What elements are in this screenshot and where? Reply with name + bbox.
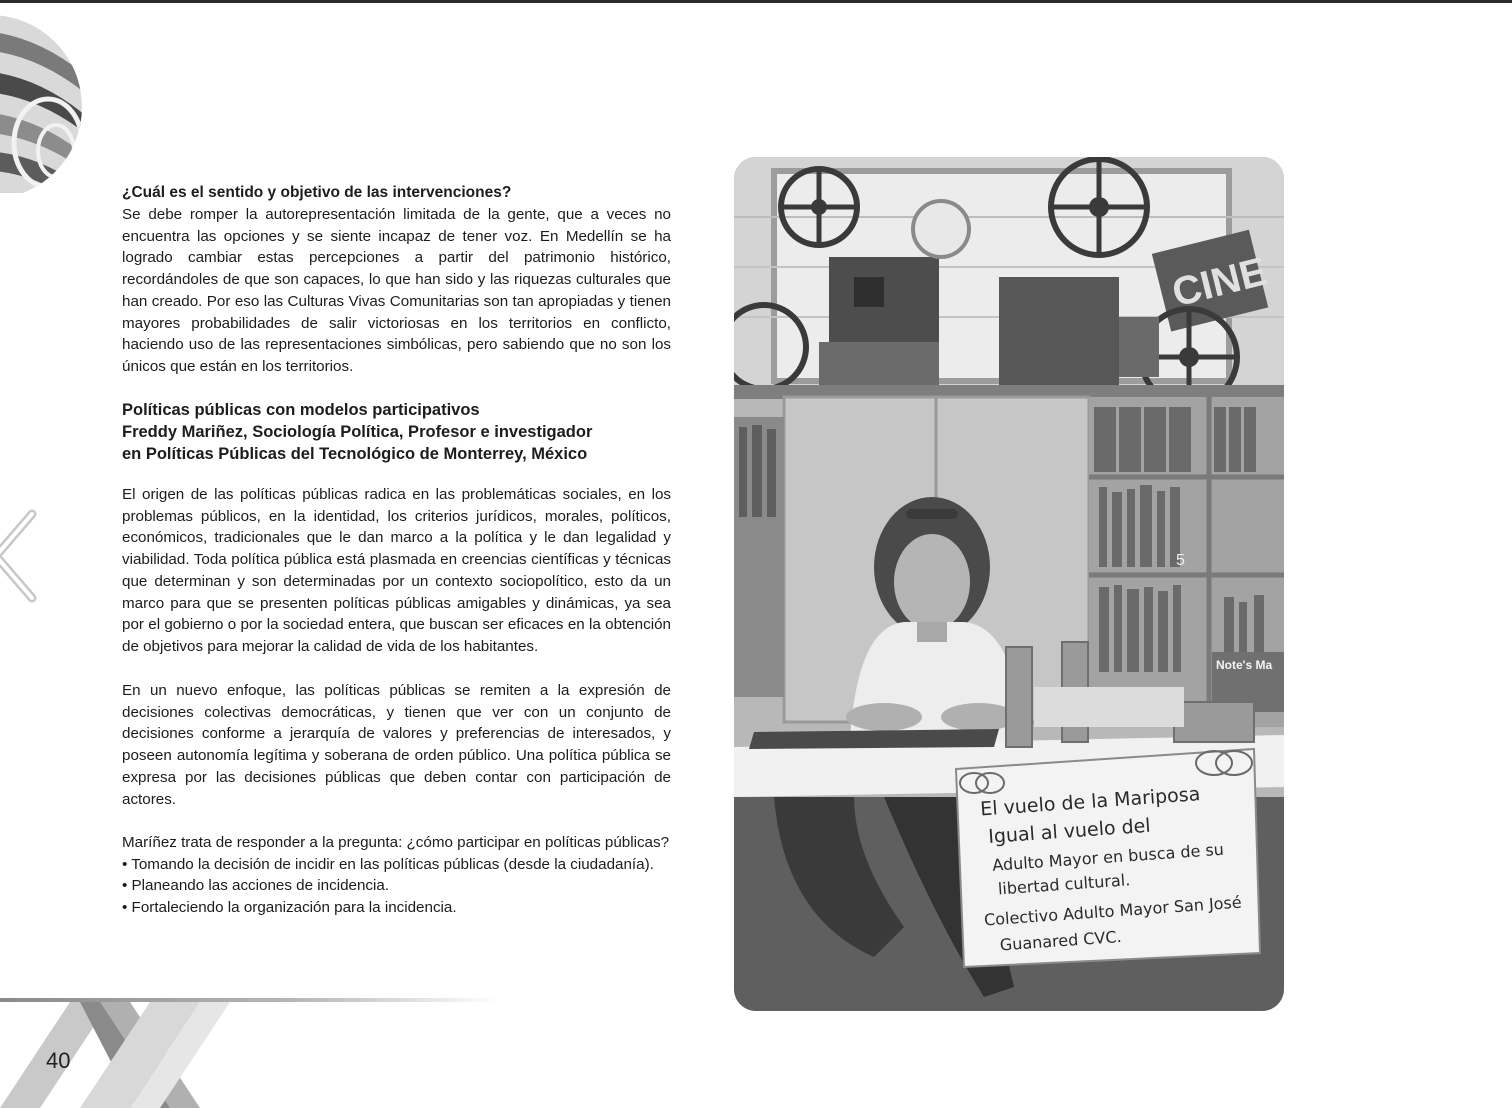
banner-line-4: libertad cultural. <box>997 870 1131 899</box>
page-number: 40 <box>46 1048 71 1073</box>
bullet-item: • Tomando la decisión de incidir en las políticas públicas (desde la ciudadanía). <box>122 855 654 873</box>
section-heading <box>122 399 671 465</box>
intro-paragraph: Se debe romper la autorepresentación limitada de la gente, que a veces no encuentra las opciones y se siente incapaz de tener voz. En Medellín se ha logrado cambiar estas percepciones a partir del patrimonio histórico, recordándoles de que son capaces, lo que han sido y las riquezas culturales que han creado. Por eso las Culturas Vivas Comunitarias son tan apropiadas y tienen mayores probabilidades de salir victoriosas en los territorios en conflicto, haciendo uso de las representaciones simbólicas, pero sabiendo que no son los únicos que están en los territorios. <box>122 206 671 375</box>
cine-sign: CINE <box>1167 249 1272 316</box>
banner-line-6: Guanared CVC. <box>999 926 1123 955</box>
banner-line-2: Igual al vuelo del <box>987 814 1152 848</box>
heading-line-3: en Políticas Públicas del Tecnológico de Monterrey, México <box>122 445 588 463</box>
banner-line-1: El vuelo de la Mariposa <box>979 783 1201 821</box>
question-intro: Maríñez trata de responder a la pregunta: ¿cómo participar en políticas públicas? <box>122 834 670 851</box>
body-paragraph-2: En un nuevo enfoque, las políticas públicas se remiten a la expresión de decisiones colectivas democráticas, y tienen que ver con un conjunto de decisiones conforme a jerarquía de valores y preferencias de interesados, y poseen autonomía legítima y soberana de orden público. Una política pública se expresa por las decisiones públicas que deben contar con participación de actores. <box>122 682 671 808</box>
bullet-item: • Planeando las acciones de incidencia. <box>122 877 390 895</box>
chevron-left-icon <box>0 508 46 604</box>
bullet-list <box>122 854 671 919</box>
question-block <box>122 832 671 919</box>
banner-line-3: Adulto Mayor en busca de su <box>991 839 1225 875</box>
box-label: Note's Ma <box>1216 658 1273 672</box>
sphere-logo <box>0 15 90 193</box>
section-question-heading: ¿Cuál es el sentido y objetivo de las intervenciones? <box>122 184 512 201</box>
body-paragraph-1: El origen de las políticas públicas radica en las problemáticas sociales, en los problemas públicos, en la identidad, los criterios jurídicos, morales, políticos, económicos, tradicionales que le dan marco a la política y le dan legalidad y viabilidad. Toda política pública está plasmada en creencias científicas y técnicas que determinan y son determinadas por un contexto sociopolítico, esto da un marco para que se presenten políticas públicas amigables y dinámicas, ya sea por el gobierno o por la sociedad entera, que buscan ser eficaces en la obtención de objetivos para mejorar la calidad de vida de los habitantes. <box>122 486 671 655</box>
heading-line-1: Políticas públicas con modelos participativos <box>122 401 480 419</box>
banner-line-5: Colectivo Adulto Mayor San José <box>983 892 1243 930</box>
photo-woman-at-table <box>734 157 1284 1011</box>
top-rule <box>0 0 1512 3</box>
bullet-item: • Fortaleciendo la organización para la incidencia. <box>122 899 457 917</box>
heading-line-2: Freddy Mariñez, Sociología Política, Profesor e investigador <box>122 423 593 441</box>
bottom-stripes-decoration <box>0 1002 240 1108</box>
shelf-number: 5 <box>1176 552 1185 569</box>
